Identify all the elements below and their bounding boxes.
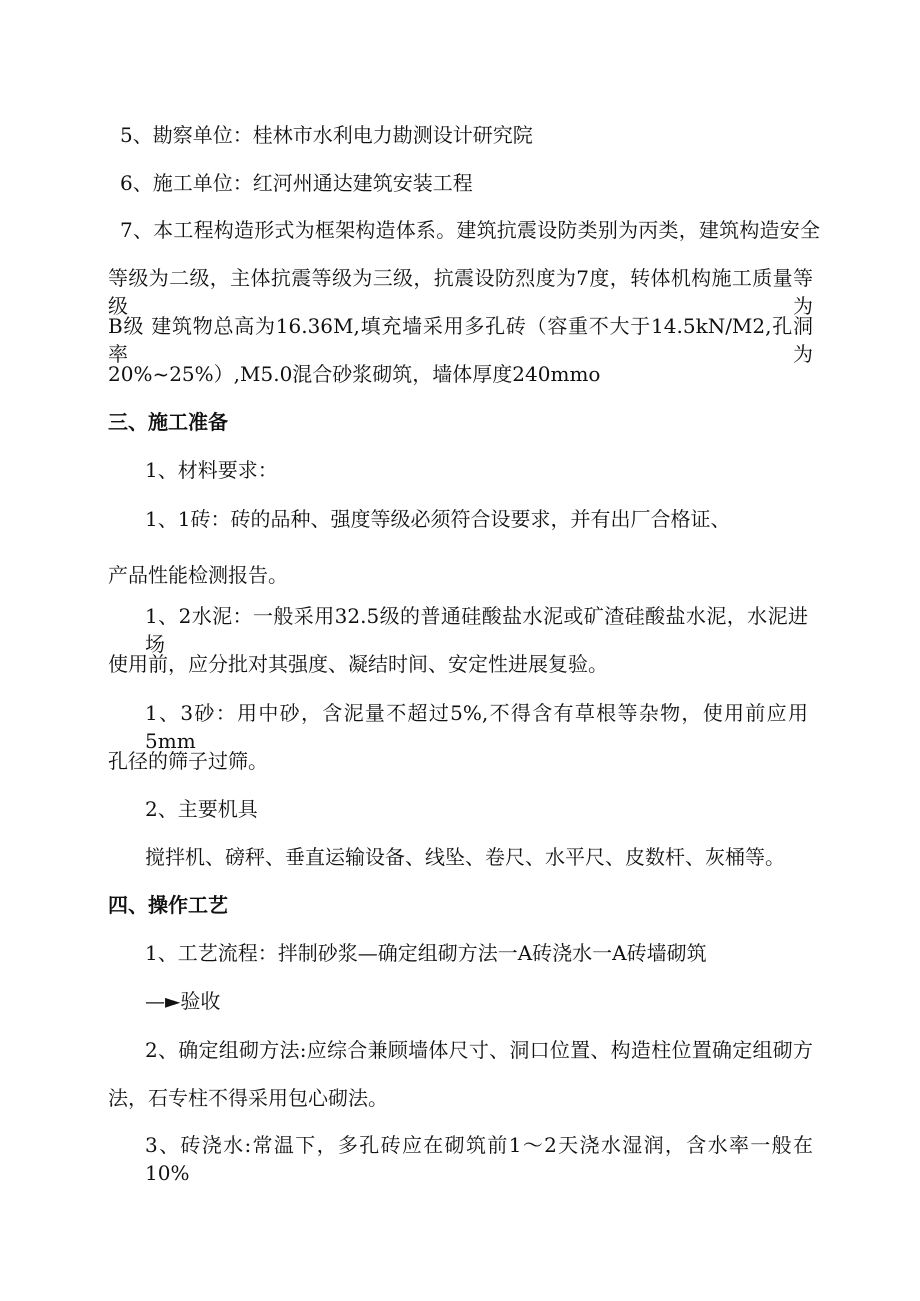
paragraph-material-requirements: 1、材料要求： xyxy=(145,458,278,482)
paragraph-brick-line-1: 1、1砖：砖的品种、强度等级必须符合设要求，并有出厂合格证、 xyxy=(145,507,731,531)
paragraph-structure-line-2: 等级为二级，主体抗震等级为三级，抗震设防烈度为7度，转体机构施工质量等级为 xyxy=(108,266,813,318)
section-heading-preparation: 三、施工准备 xyxy=(108,410,228,434)
paragraph-cement-line-2: 使用前，应分批对其强度、凝结时间、安定性进展复验。 xyxy=(108,652,608,676)
paragraph-survey-unit: 5、勘察单位：桂林市水利电力勘测设计研究院 xyxy=(120,123,533,147)
paragraph-structure-line-1: 7、本工程构造形式为框架构造体系。建筑抗震设防类别为丙类，建筑构造安全 xyxy=(120,218,820,242)
section-heading-operation: 四、操作工艺 xyxy=(108,893,228,917)
paragraph-bond-method-line-1: 2、确定组砌方法:应综合兼顾墙体尺寸、洞口位置、构造柱位置确定组砌方 xyxy=(145,1038,813,1062)
paragraph-structure-line-4: 20%~25%）,M5.0混合砂浆砌筑，墙体厚度240mmo xyxy=(108,362,601,386)
paragraph-construction-unit: 6、施工单位：红河州通达建筑安装工程 xyxy=(120,171,473,195)
paragraph-sand-line-1: 1、3砂：用中砂，含泥量不超过5%,不得含有草根等杂物，使用前应用5mm xyxy=(145,701,808,753)
paragraph-brick-watering: 3、砖浇水:常温下，多孔砖应在砌筑前1～2天浇水湿润，含水率一般在10% xyxy=(145,1133,813,1185)
paragraph-equipment-list: 搅拌机、磅秤、垂直运输设备、线坠、卷尺、水平尺、皮数杆、灰桶等。 xyxy=(145,845,785,869)
paragraph-brick-line-2: 产品性能检测报告。 xyxy=(108,563,288,587)
paragraph-structure-line-3: B级 建筑物总高为16.36M,填充墙采用多孔砖（容重不大于14.5kN/M2,孔洞率为 xyxy=(108,314,813,366)
paragraph-main-equipment: 2、主要机具 xyxy=(145,797,258,821)
paragraph-sand-line-2: 孔径的筛子过筛。 xyxy=(108,749,268,773)
paragraph-cement-line-1: 1、2水泥：一般采用32.5级的普通硅酸盐水泥或矿渣硅酸盐水泥，水泥进场 xyxy=(145,604,808,656)
paragraph-process-flow-line-2: —►验收 xyxy=(145,989,221,1013)
paragraph-bond-method-line-2: 法，石专柱不得采用包心砌法。 xyxy=(108,1086,388,1110)
paragraph-process-flow-line-1: 1、工艺流程：拌制砂浆—确定组砌方法一A砖浇水一A砖墙砌筑 xyxy=(145,941,707,965)
